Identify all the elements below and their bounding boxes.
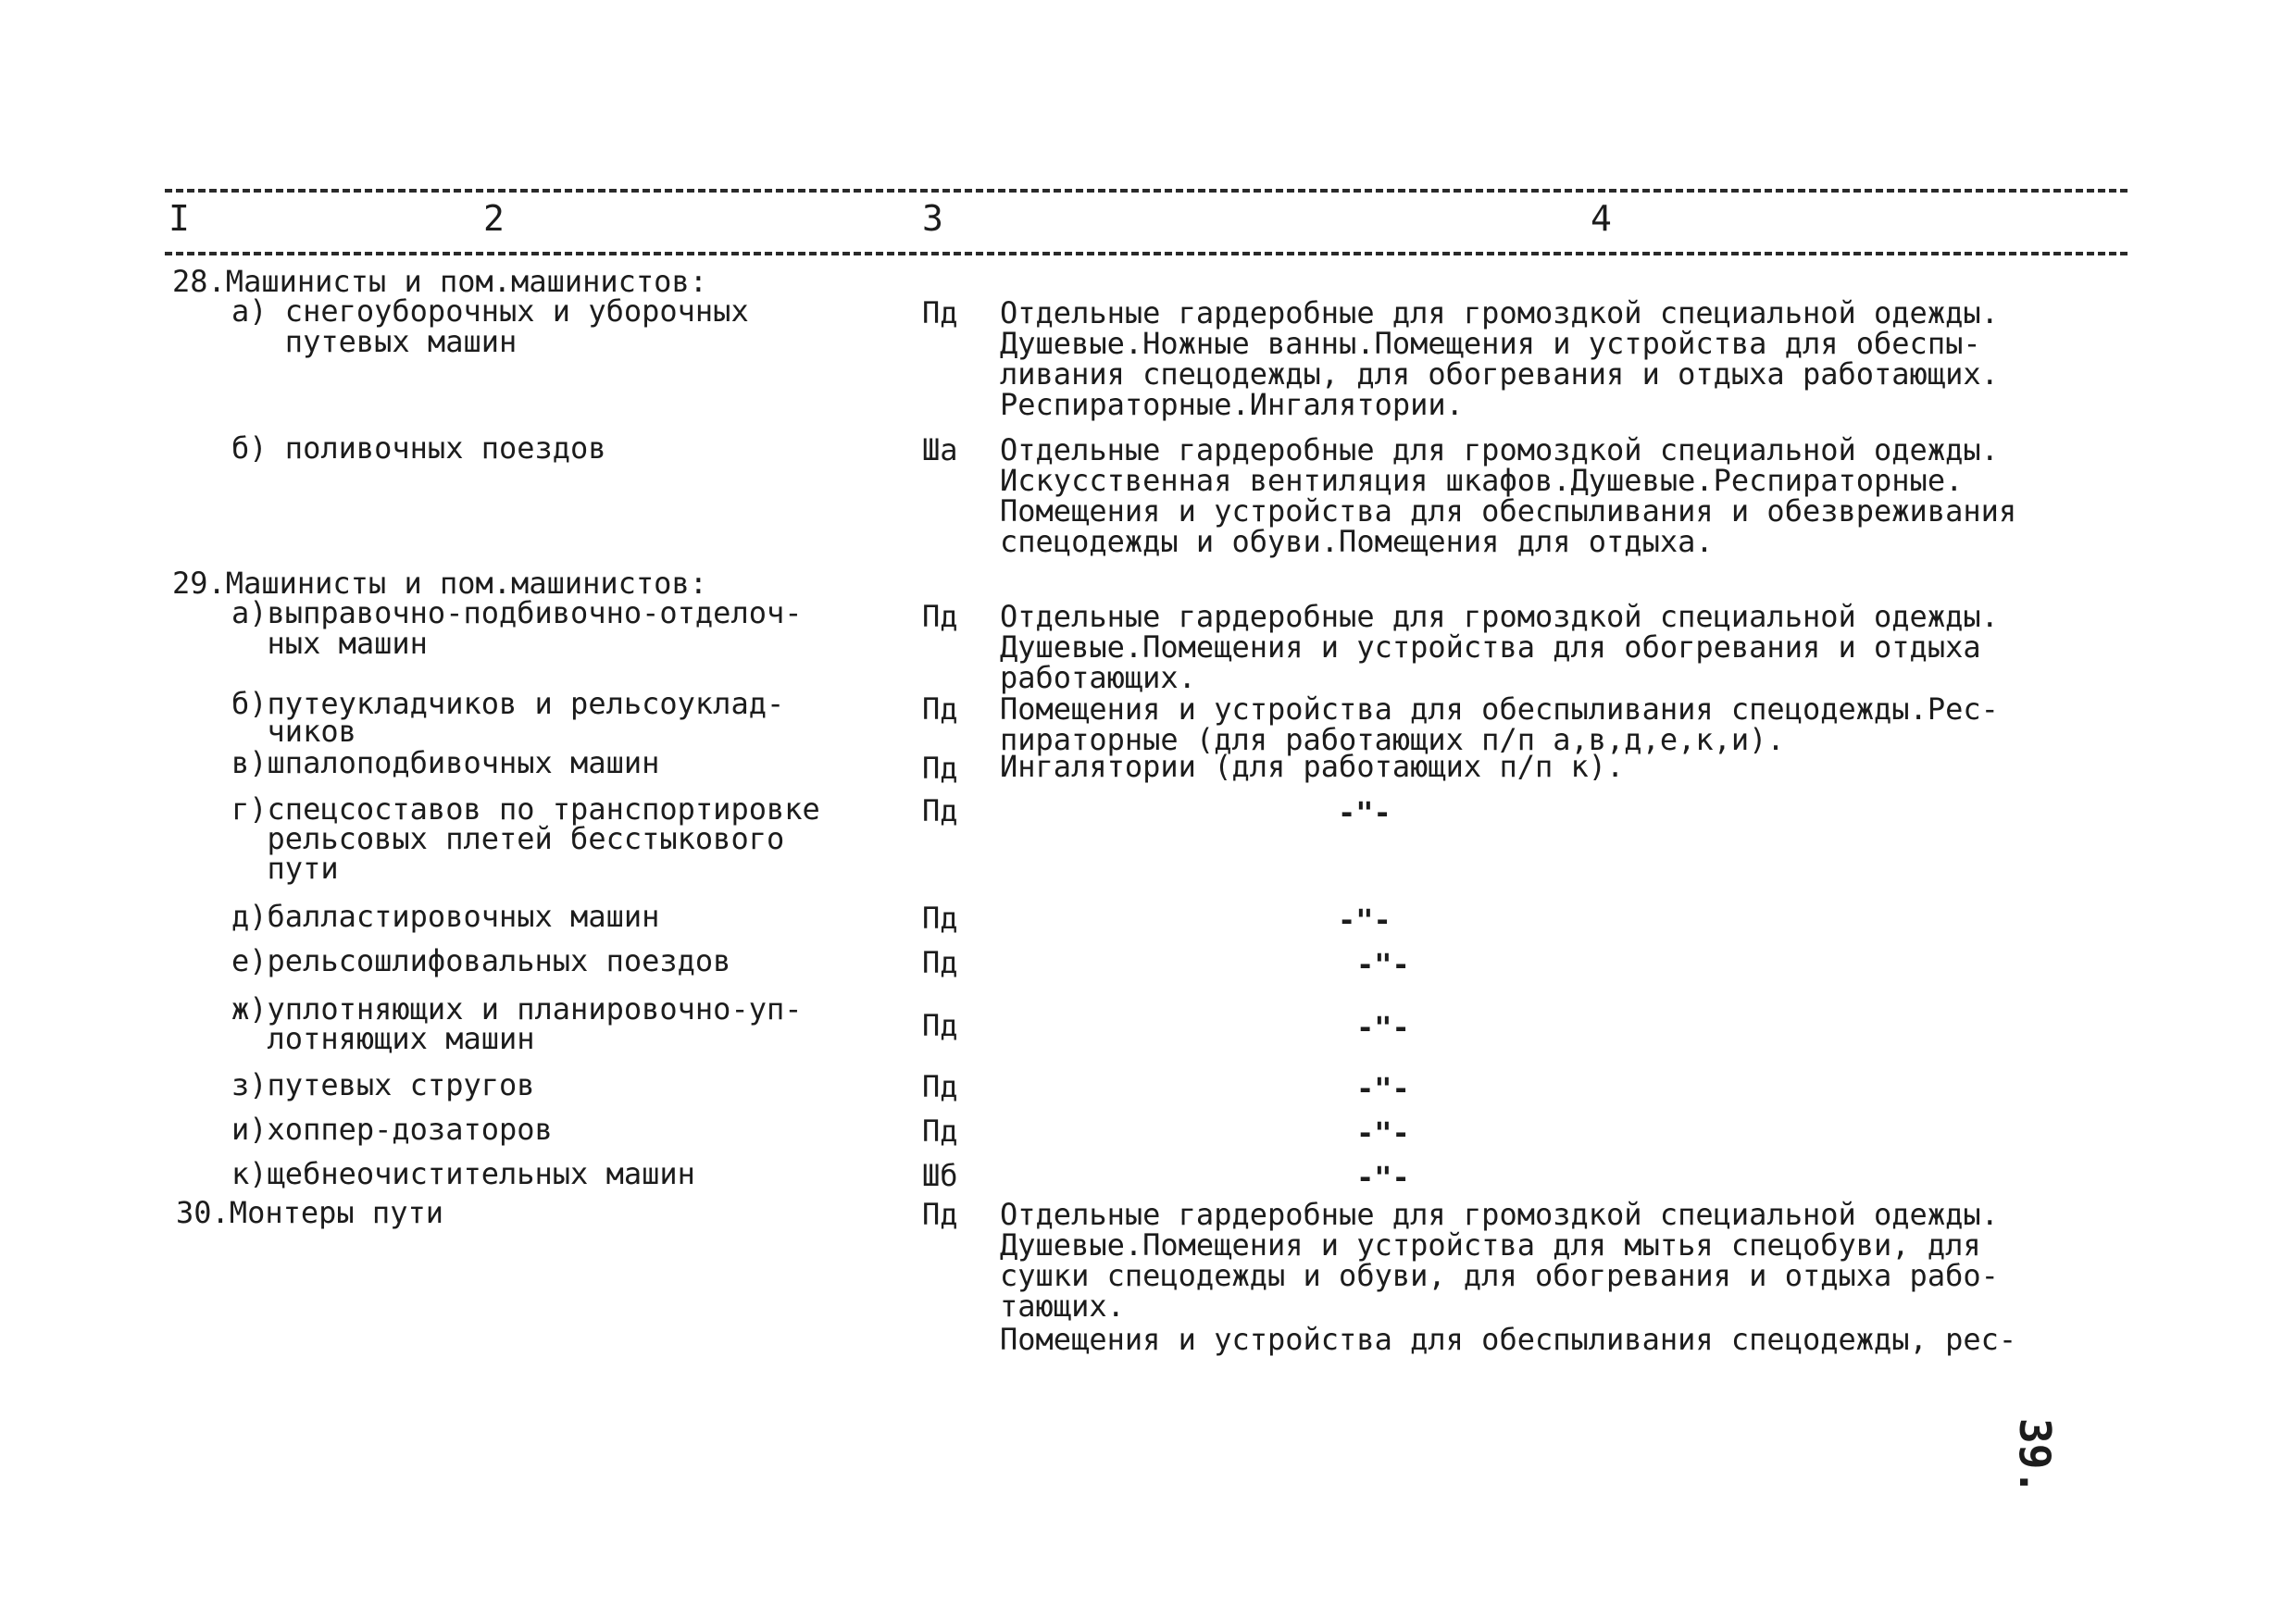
row-text-line: Помещения и устройства для обеспыливания спецодежды, рес- [1000, 1322, 2017, 1357]
row-code: Пд [922, 901, 958, 936]
row-label-line: лотняющих машин [231, 1021, 535, 1056]
row-label-line: рельсовых плетей бесстыкового [231, 821, 785, 856]
ditto-mark: -"- [1356, 1160, 1410, 1195]
row-text-line: Отдельные гардеробные для громоздкой специальной одежды. [1000, 1197, 1999, 1232]
row-code: Пд [922, 599, 958, 634]
row-label-line: г)спецсоставов по транспортировке [231, 791, 820, 827]
header-col-4: 4 [1591, 198, 1612, 239]
row-code: Пд [922, 793, 958, 828]
row-label-line: д)балластировочных машин [231, 899, 660, 934]
row-code: Пд [922, 1114, 958, 1149]
row-text-line: Отдельные гардеробные для громоздкой специальной одежды. [1000, 432, 1999, 467]
header-bottom-rule [165, 252, 2128, 255]
section-30-title: 30.Монтеры пути [176, 1195, 443, 1230]
row-text-line: Помещения и устройства для обеспыливания и обезвреживания [1000, 493, 2017, 529]
row-text-line: спецодежды и обуви.Помещения для отдыха. [1000, 524, 1714, 559]
header-col-3: 3 [922, 198, 943, 239]
row-label-line: е)рельсошлифовальных поездов [231, 943, 731, 978]
row-code: Пд [922, 1197, 958, 1232]
row-label-line: б)путеукладчиков и рельсоуклад- [231, 686, 785, 721]
row-label-line: в)шпалоподбивочных машин [231, 745, 660, 780]
row-text-line: Помещения и устройства для обеспыливания спецодежды.Рес- [1000, 691, 1999, 727]
row-text-line: Душевые.Помещения и устройства для обогревания и отдыха [1000, 629, 1981, 665]
row-label-line: чиков [231, 714, 356, 749]
row-label-line: а)выправочно-подбивочно-отделоч- [231, 595, 803, 630]
row-label-line: б) поливочных поездов [231, 430, 606, 466]
row-text-line: пираторные (для работающих п/п а,в,д,е,к,и). [1000, 722, 1785, 757]
row-text-line: Отдельные гардеробные для громоздкой специальной одежды. [1000, 599, 1999, 634]
row-code: Пд [922, 1069, 958, 1104]
row-text-line: ливания спецодежды, для обогревания и отдыха работающих. [1000, 356, 1999, 392]
page-number: 39. [2010, 1418, 2060, 1496]
row-code: Пд [922, 691, 958, 727]
ditto-mark: -"- [1338, 902, 1391, 938]
row-label-line: и)хоппер-дозаторов [231, 1112, 553, 1147]
row-text-line: Отдельные гардеробные для громоздкой специальной одежды. [1000, 295, 1999, 330]
ditto-mark: -"- [1338, 795, 1391, 830]
row-label-line: ных машин [231, 626, 428, 661]
row-text-line: Душевые.Ножные ванны.Помещения и устройства для обеспы- [1000, 326, 1981, 361]
row-code: Шб [922, 1158, 958, 1193]
section-29-title: 29.Машинисты и пом.машинистов: [172, 566, 707, 601]
row-code: Пд [922, 945, 958, 980]
row-label-line: а) снегоуборочных и уборочных [231, 293, 749, 329]
row-text-line: Душевые.Помещения и устройства для мытья спецобуви, для [1000, 1227, 1981, 1263]
row-text-line: тающих. [1000, 1288, 1125, 1324]
row-label-line: пути [231, 851, 339, 886]
row-text-line: сушки спецодежды и обуви, для обогревания и отдыха рабо- [1000, 1258, 1999, 1293]
ditto-mark: -"- [1356, 1071, 1410, 1106]
row-label-line: путевых машин [231, 324, 518, 359]
header-col-1: I [168, 198, 190, 239]
row-code: Пд [922, 751, 958, 786]
row-text-line: работающих. [1000, 660, 1196, 695]
ditto-mark: -"- [1356, 1115, 1410, 1151]
row-text-line: Искусственная вентиляция шкафов.Душевые.Респираторные. [1000, 463, 1964, 498]
row-label-line: к)щебнеочистительных машин [231, 1156, 695, 1191]
row-label-line: з)путевых стругов [231, 1067, 535, 1102]
header-top-rule [165, 189, 2128, 193]
row-code: Ша [922, 432, 958, 467]
row-text-line: Ингалятории (для работающих п/п к). [1000, 749, 1625, 784]
ditto-mark: -"- [1356, 1010, 1410, 1045]
ditto-mark: -"- [1356, 947, 1410, 982]
row-text-line: Респираторные.Ингалятории. [1000, 387, 1464, 422]
section-28-title: 28.Машинисты и пом.машинистов: [172, 264, 707, 299]
row-code: Пд [922, 1008, 958, 1043]
row-label-line: ж)уплотняющих и планировочно-уп- [231, 991, 803, 1027]
row-code: Пд [922, 295, 958, 330]
header-col-2: 2 [483, 198, 505, 239]
